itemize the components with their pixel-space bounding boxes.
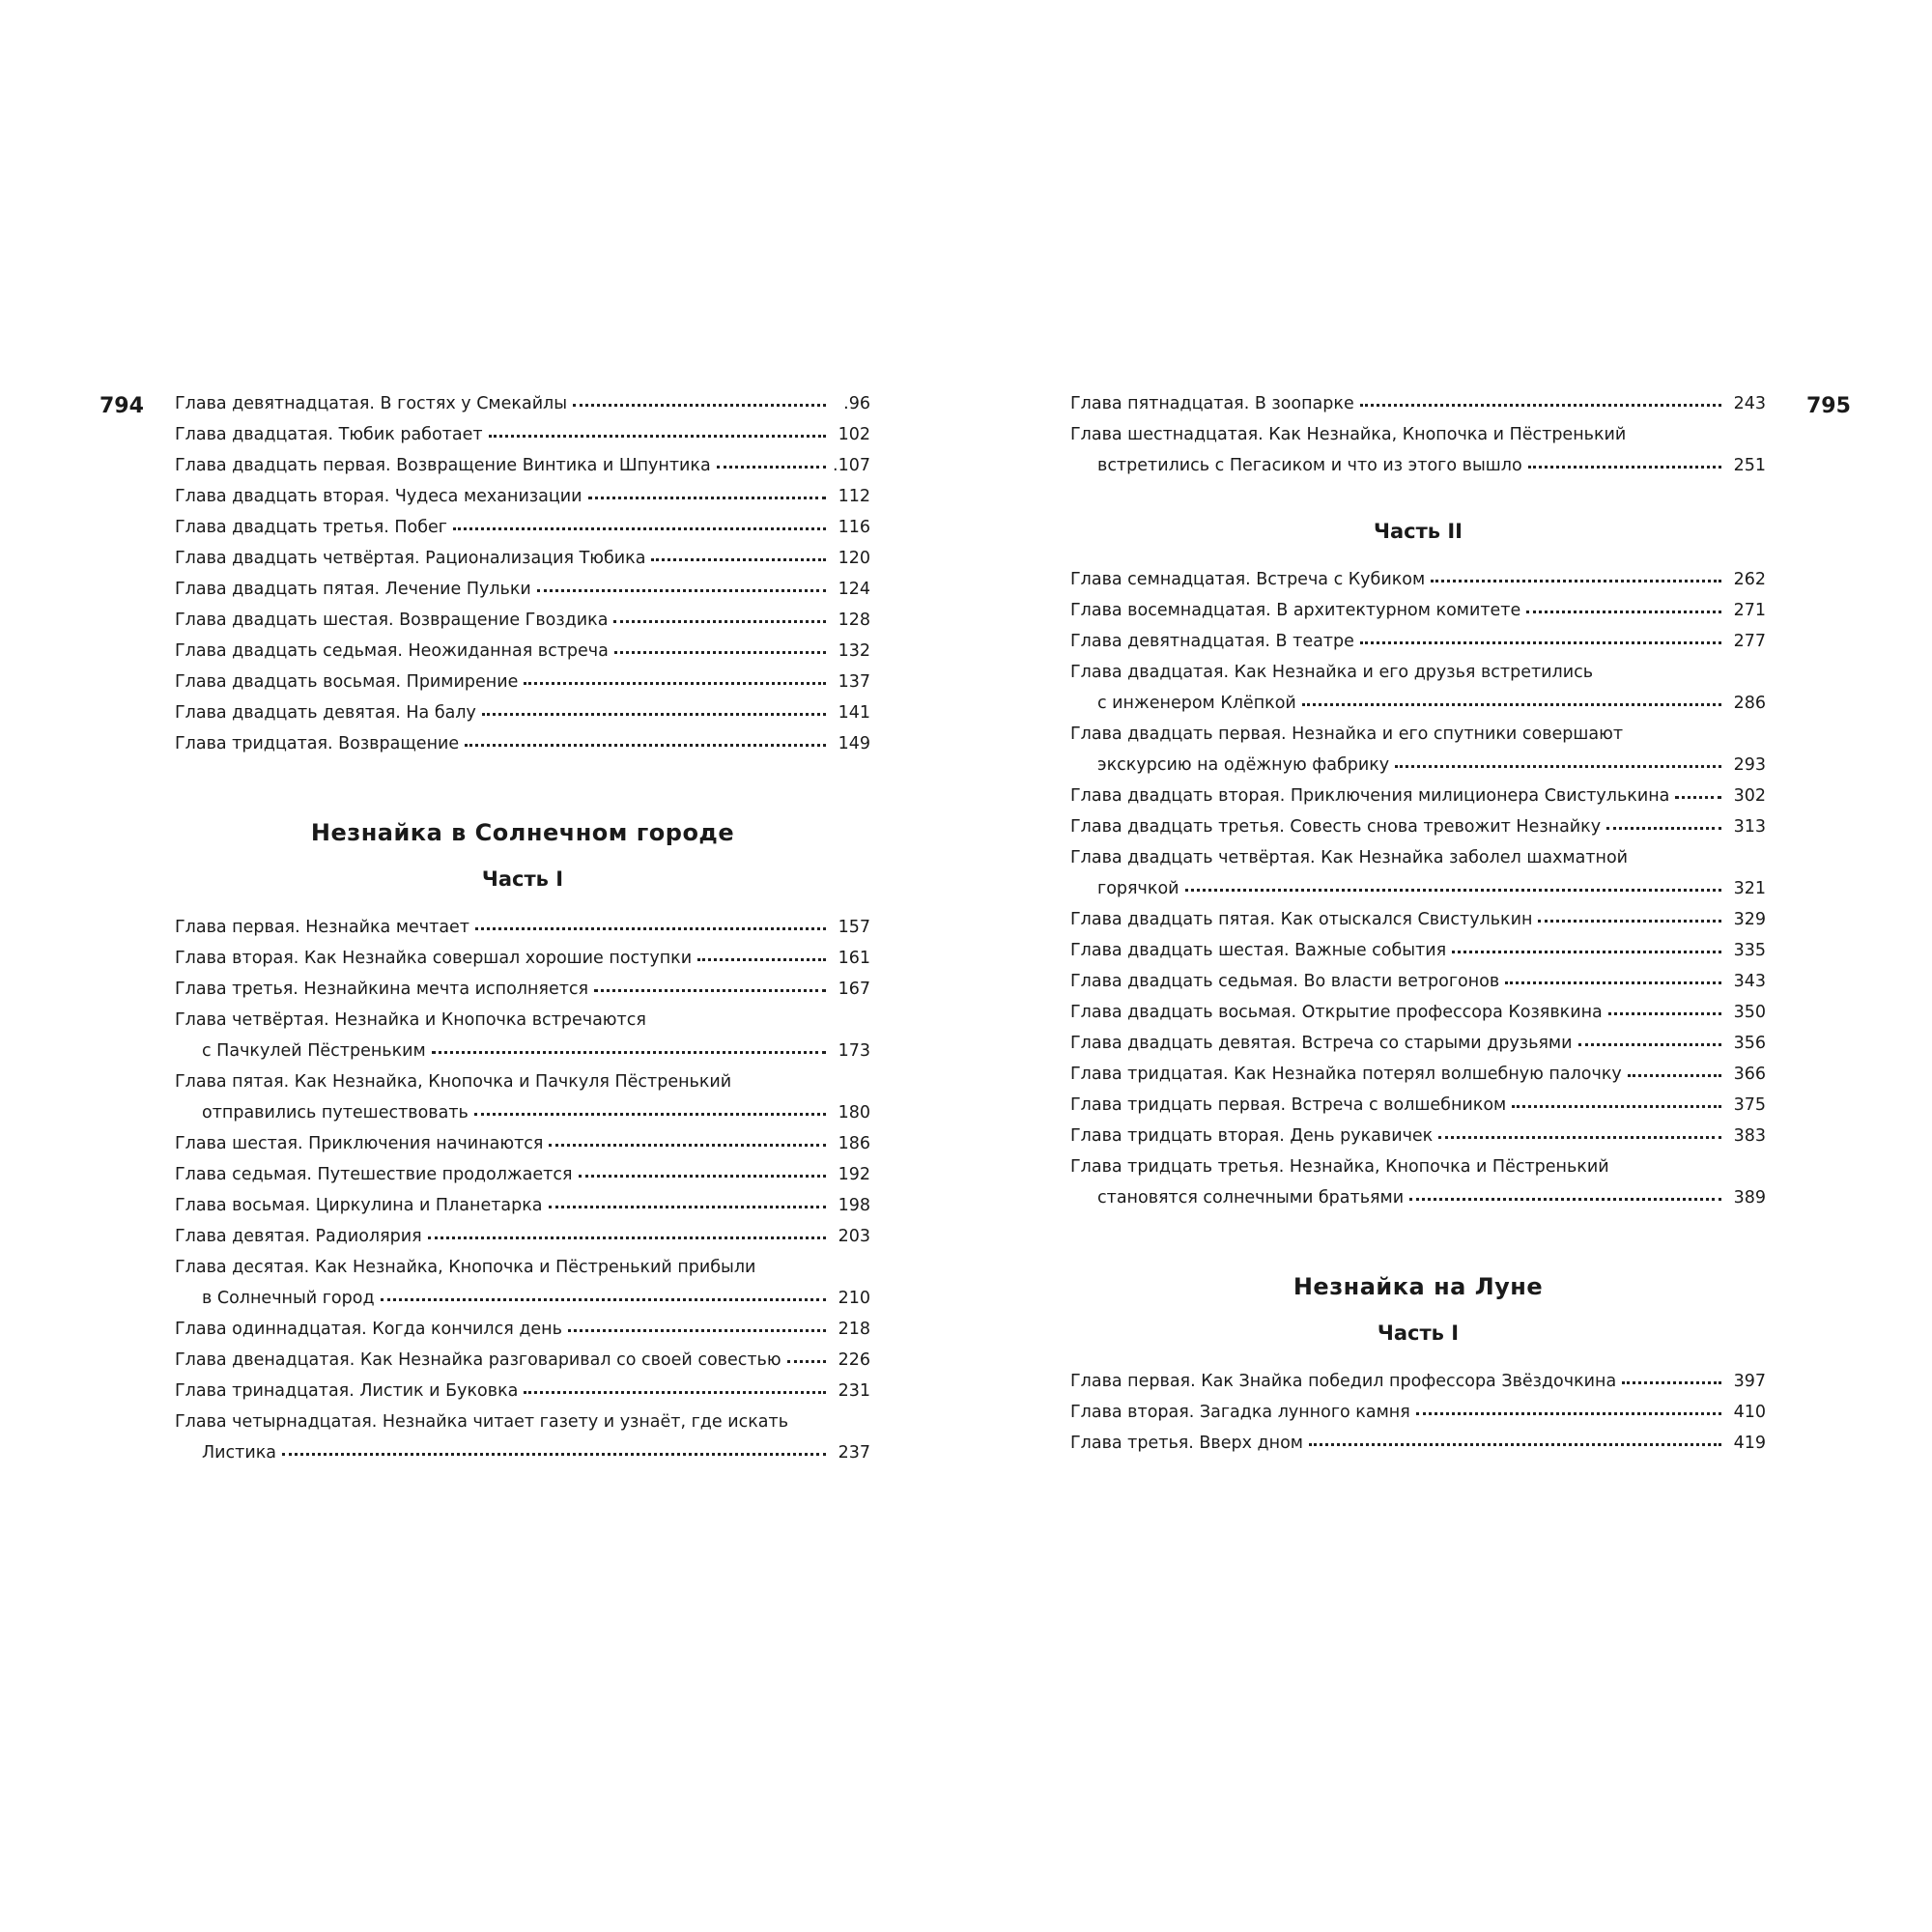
toc-entry <box>175 419 870 450</box>
toc-entry <box>175 1190 870 1221</box>
chapter-title: Глава девятнадцатая. В гостях у Смекайлы <box>175 394 568 413</box>
chapter-title: Глава двадцать четвёртая. Как Незнайка заболел шахматной <box>1070 848 1629 867</box>
dot-leader <box>1528 462 1721 469</box>
dot-leader <box>717 462 826 469</box>
page-ref: 302 <box>1733 786 1766 806</box>
page-ref: 137 <box>838 672 870 692</box>
toc-entry <box>175 636 870 667</box>
chapter-title: Глава двадцать шестая. Важные события <box>1070 941 1447 960</box>
dot-leader <box>1675 792 1721 799</box>
page-ref: 277 <box>1733 632 1766 651</box>
page-ref: 149 <box>838 734 870 753</box>
page-ref: 210 <box>838 1289 870 1308</box>
toc-entry <box>1070 1121 1766 1151</box>
page-ref: 112 <box>838 487 870 506</box>
dot-leader <box>428 1233 826 1239</box>
dot-leader <box>489 431 826 438</box>
page-ref: 186 <box>838 1134 870 1153</box>
dot-leader <box>381 1294 826 1301</box>
chapter-title: Глава двадцать восьмая. Открытие профессора Козявкина <box>1070 1003 1603 1022</box>
chapter-title: Глава двадцать пятая. Лечение Пульки <box>175 580 531 599</box>
chapter-title: Глава двадцать седьмая. Неожиданная встреча <box>175 641 609 661</box>
part-title: Часть I <box>481 867 564 891</box>
chapter-title: Глава тридцать третья. Незнайка, Кнопочка и Пёстренький <box>1070 1157 1609 1177</box>
page-ref: 321 <box>1733 879 1766 898</box>
chapter-title: Глава двадцать четвёртая. Рационализация Тюбика <box>175 549 646 568</box>
dot-leader <box>1416 1408 1721 1415</box>
page-ref: 375 <box>1733 1095 1766 1115</box>
chapter-title: Глава двадцать третья. Совесть снова тревожит Незнайку <box>1070 817 1602 837</box>
chapter-title: Глава семнадцатая. Встреча с Кубиком <box>1070 570 1426 589</box>
chapter-title: Глава двадцать девятая. Встреча со старыми друзьями <box>1070 1034 1573 1053</box>
toc-entry <box>175 481 870 512</box>
page-ref: 198 <box>838 1196 870 1215</box>
page-ref: 120 <box>838 549 870 568</box>
dot-leader <box>1578 1039 1721 1046</box>
dot-leader <box>474 1109 826 1116</box>
dot-leader <box>614 647 826 654</box>
toc-entry <box>175 1159 870 1190</box>
chapter-title: Глава двадцать третья. Побег <box>175 518 447 537</box>
book-title: Незнайка на Луне <box>1293 1273 1544 1300</box>
page-ref: 343 <box>1733 972 1766 991</box>
chapter-title: Глава четвёртая. Незнайка и Кнопочка встречаются <box>175 1010 646 1030</box>
page-ref: 218 <box>838 1320 870 1339</box>
dot-leader <box>549 1140 826 1147</box>
dot-leader <box>1622 1378 1721 1384</box>
page-ref: .107 <box>833 456 870 475</box>
chapter-title: Глава тридцать вторая. День рукавичек <box>1070 1126 1434 1146</box>
dot-leader <box>594 985 826 992</box>
dot-leader <box>579 1171 827 1178</box>
dot-leader <box>1606 823 1721 830</box>
dot-leader <box>1438 1132 1721 1139</box>
chapter-title: Глава двадцатая. Как Незнайка и его друзья встретились <box>1070 663 1594 682</box>
toc-entry <box>175 512 870 543</box>
toc-entry <box>175 912 870 943</box>
chapter-title: Глава двадцать пятая. Как отыскался Свистулькин <box>1070 910 1533 929</box>
page-ref: 356 <box>1733 1034 1766 1053</box>
dot-leader <box>282 1449 826 1456</box>
chapter-title: Глава пятнадцатая. В зоопарке <box>1070 394 1354 413</box>
chapter-title-continuation: с инженером Клёпкой <box>1097 694 1296 713</box>
dot-leader <box>465 740 826 747</box>
toc-entry <box>175 574 870 605</box>
toc-entry <box>1070 419 1766 481</box>
toc-entry <box>175 667 870 697</box>
page-ref: 157 <box>838 918 870 937</box>
dot-leader <box>1360 400 1721 407</box>
part-title: Часть II <box>1374 520 1463 543</box>
page-ref: 231 <box>838 1381 870 1401</box>
toc-left-column <box>175 388 870 1468</box>
dot-leader <box>1409 1194 1721 1201</box>
dot-leader <box>588 493 826 499</box>
page-ref: 124 <box>838 580 870 599</box>
chapter-title-continuation: Листика <box>202 1443 277 1463</box>
dot-leader <box>1538 916 1721 923</box>
page-number-left: 794 <box>99 394 144 418</box>
toc-entry <box>175 728 870 759</box>
toc-entry <box>1070 1428 1766 1459</box>
toc-entry <box>1070 595 1766 626</box>
page-ref: 251 <box>1733 456 1766 475</box>
toc-list <box>175 388 870 759</box>
toc-list <box>1070 388 1766 481</box>
page-ref: 243 <box>1733 394 1766 413</box>
chapter-title: Глава шестнадцатая. Как Незнайка, Кнопочка и Пёстренький <box>1070 425 1627 444</box>
page-ref: 313 <box>1733 817 1766 837</box>
page-ref: 226 <box>838 1350 870 1370</box>
dot-leader <box>1360 638 1721 644</box>
dot-leader <box>697 954 826 961</box>
toc-list <box>175 912 870 1468</box>
chapter-title: Глава двадцать вторая. Приключения милиционера Свистулькина <box>1070 786 1670 806</box>
chapter-title-continuation: отправились путешествовать <box>202 1103 469 1122</box>
dot-leader <box>651 554 826 561</box>
toc-entry <box>175 1221 870 1252</box>
chapter-title-continuation: горячкой <box>1097 879 1179 898</box>
dot-leader <box>613 616 826 623</box>
page-ref: 397 <box>1733 1372 1766 1391</box>
chapter-title: Глава девятнадцатая. В театре <box>1070 632 1354 651</box>
toc-entry <box>175 388 870 419</box>
dot-leader <box>453 524 826 530</box>
chapter-title: Глава двадцать девятая. На балу <box>175 703 476 723</box>
dot-leader <box>787 1356 826 1363</box>
chapter-title: Глава четырнадцатая. Незнайка читает газету и узнаёт, где искать <box>175 1412 789 1432</box>
page-ref: 262 <box>1733 570 1766 589</box>
toc-entry <box>1070 657 1766 719</box>
toc-entry <box>1070 842 1766 904</box>
toc-entry <box>175 543 870 574</box>
chapter-title: Глава двадцать первая. Незнайка и его спутники совершают <box>1070 724 1624 744</box>
chapter-title: Глава тридцатая. Как Незнайка потерял волшебную палочку <box>1070 1065 1622 1084</box>
chapter-title: Глава двадцать первая. Возвращение Винтика и Шпунтика <box>175 456 711 475</box>
page-ref: .96 <box>843 394 870 413</box>
page-ref: 286 <box>1733 694 1766 713</box>
dot-leader <box>1309 1439 1721 1446</box>
toc-entry <box>1070 811 1766 842</box>
toc-entry <box>1070 719 1766 781</box>
chapter-title: Глава тринадцатая. Листик и Буковка <box>175 1381 519 1401</box>
toc-entry <box>1070 1151 1766 1213</box>
chapter-title: Глава пятая. Как Незнайка, Кнопочка и Пачкуля Пёстренький <box>175 1072 732 1092</box>
page-ref: 128 <box>838 611 870 630</box>
page-ref: 192 <box>838 1165 870 1184</box>
toc-right-column <box>1070 388 1766 1459</box>
page-ref: 173 <box>838 1041 870 1061</box>
dot-leader <box>1628 1070 1721 1077</box>
chapter-title: Глава вторая. Как Незнайка совершал хорошие поступки <box>175 949 693 968</box>
toc-entry <box>1070 935 1766 966</box>
toc-entry <box>1070 997 1766 1028</box>
toc-entry <box>175 1005 870 1066</box>
dot-leader <box>1395 761 1721 768</box>
page-ref: 237 <box>838 1443 870 1463</box>
dot-leader <box>1512 1101 1721 1108</box>
dot-leader <box>1185 885 1721 892</box>
chapter-title: Глава третья. Незнайкина мечта исполняется <box>175 980 589 999</box>
toc-entry <box>1070 1366 1766 1397</box>
chapter-title-continuation: экскурсию на одёжную фабрику <box>1097 755 1390 775</box>
page-ref: 161 <box>838 949 870 968</box>
dot-leader <box>1302 699 1721 706</box>
chapter-title: Глава шестая. Приключения начинаются <box>175 1134 544 1153</box>
toc-entry <box>175 1376 870 1406</box>
toc-list <box>1070 564 1766 1213</box>
dot-leader <box>1505 978 1721 984</box>
toc-entry <box>175 1128 870 1159</box>
page-ref: 180 <box>838 1103 870 1122</box>
page-ref: 203 <box>838 1227 870 1246</box>
page-ref: 329 <box>1733 910 1766 929</box>
toc-entry <box>1070 1059 1766 1090</box>
dot-leader <box>537 585 826 592</box>
chapter-title: Глава десятая. Как Незнайка, Кнопочка и Пёстренький прибыли <box>175 1258 756 1277</box>
toc-entry <box>1070 388 1766 419</box>
toc-entry <box>175 605 870 636</box>
toc-entry <box>175 1345 870 1376</box>
chapter-title: Глава третья. Вверх дном <box>1070 1434 1303 1453</box>
chapter-title: Глава первая. Как Знайка победил профессора Звёздочкина <box>1070 1372 1617 1391</box>
dot-leader <box>482 709 826 716</box>
toc-entry <box>1070 904 1766 935</box>
toc-entry <box>1070 564 1766 595</box>
dot-leader <box>432 1047 826 1054</box>
toc-list <box>1070 1366 1766 1459</box>
chapter-title: Глава восьмая. Циркулина и Планетарка <box>175 1196 543 1215</box>
chapter-title: Глава первая. Незнайка мечтает <box>175 918 470 937</box>
toc-entry <box>1070 966 1766 997</box>
page-ref: 350 <box>1733 1003 1766 1022</box>
chapter-title: Глава двадцать вторая. Чудеса механизации <box>175 487 582 506</box>
dot-leader <box>1452 947 1721 953</box>
chapter-title: Глава тридцатая. Возвращение <box>175 734 460 753</box>
page-number-right: 795 <box>1806 394 1851 418</box>
page-ref: 366 <box>1733 1065 1766 1084</box>
page-ref: 132 <box>838 641 870 661</box>
toc-entry <box>175 1406 870 1468</box>
chapter-title: Глава седьмая. Путешествие продолжается <box>175 1165 573 1184</box>
toc-entry <box>1070 781 1766 811</box>
part-title: Часть I <box>1377 1321 1460 1345</box>
page-ref: 141 <box>838 703 870 723</box>
chapter-title: Глава двадцать восьмая. Примирение <box>175 672 519 692</box>
toc-entry <box>175 974 870 1005</box>
dot-leader <box>475 923 826 930</box>
chapter-title: Глава двадцатая. Тюбик работает <box>175 425 483 444</box>
page-ref: 410 <box>1733 1403 1766 1422</box>
toc-entry <box>1070 626 1766 657</box>
chapter-title: Глава восемнадцатая. В архитектурном комитете <box>1070 601 1521 620</box>
page-ref: 419 <box>1733 1434 1766 1453</box>
page-ref: 116 <box>838 518 870 537</box>
chapter-title: Глава двадцать седьмая. Во власти ветрогонов <box>1070 972 1500 991</box>
chapter-title: Глава одиннадцатая. Когда кончился день <box>175 1320 562 1339</box>
chapter-title: Глава двенадцатая. Как Незнайка разговаривал со своей совестью <box>175 1350 781 1370</box>
chapter-title-continuation: с Пачкулей Пёстреньким <box>202 1041 426 1061</box>
page-ref: 102 <box>838 425 870 444</box>
chapter-title: Глава тридцать первая. Встреча с волшебником <box>1070 1095 1507 1115</box>
page-ref: 389 <box>1733 1188 1766 1208</box>
dot-leader <box>524 678 826 685</box>
toc-entry <box>175 1252 870 1314</box>
chapter-title-continuation: встретились с Пегасиком и что из этого вышло <box>1097 456 1522 475</box>
page-ref: 271 <box>1733 601 1766 620</box>
toc-entry <box>175 943 870 974</box>
toc-entry <box>1070 1028 1766 1059</box>
toc-entry <box>175 450 870 481</box>
dot-leader <box>1431 576 1721 582</box>
page-ref: 293 <box>1733 755 1766 775</box>
toc-entry <box>1070 1090 1766 1121</box>
toc-entry <box>175 697 870 728</box>
dot-leader <box>568 1325 826 1332</box>
dot-leader <box>573 400 826 407</box>
toc-entry <box>1070 1397 1766 1428</box>
chapter-title-continuation: становятся солнечными братьями <box>1097 1188 1405 1208</box>
book-title: Незнайка в Солнечном городе <box>310 819 735 846</box>
toc-entry <box>175 1314 870 1345</box>
toc-entry <box>175 1066 870 1128</box>
dot-leader <box>549 1202 826 1208</box>
dot-leader <box>524 1387 826 1394</box>
chapter-title-continuation: в Солнечный город <box>202 1289 375 1308</box>
page-ref: 167 <box>838 980 870 999</box>
chapter-title: Глава вторая. Загадка лунного камня <box>1070 1403 1410 1422</box>
chapter-title: Глава девятая. Радиолярия <box>175 1227 422 1246</box>
dot-leader <box>1608 1009 1721 1015</box>
dot-leader <box>1526 607 1721 613</box>
page-ref: 335 <box>1733 941 1766 960</box>
chapter-title: Глава двадцать шестая. Возвращение Гвоздика <box>175 611 609 630</box>
page-ref: 383 <box>1733 1126 1766 1146</box>
